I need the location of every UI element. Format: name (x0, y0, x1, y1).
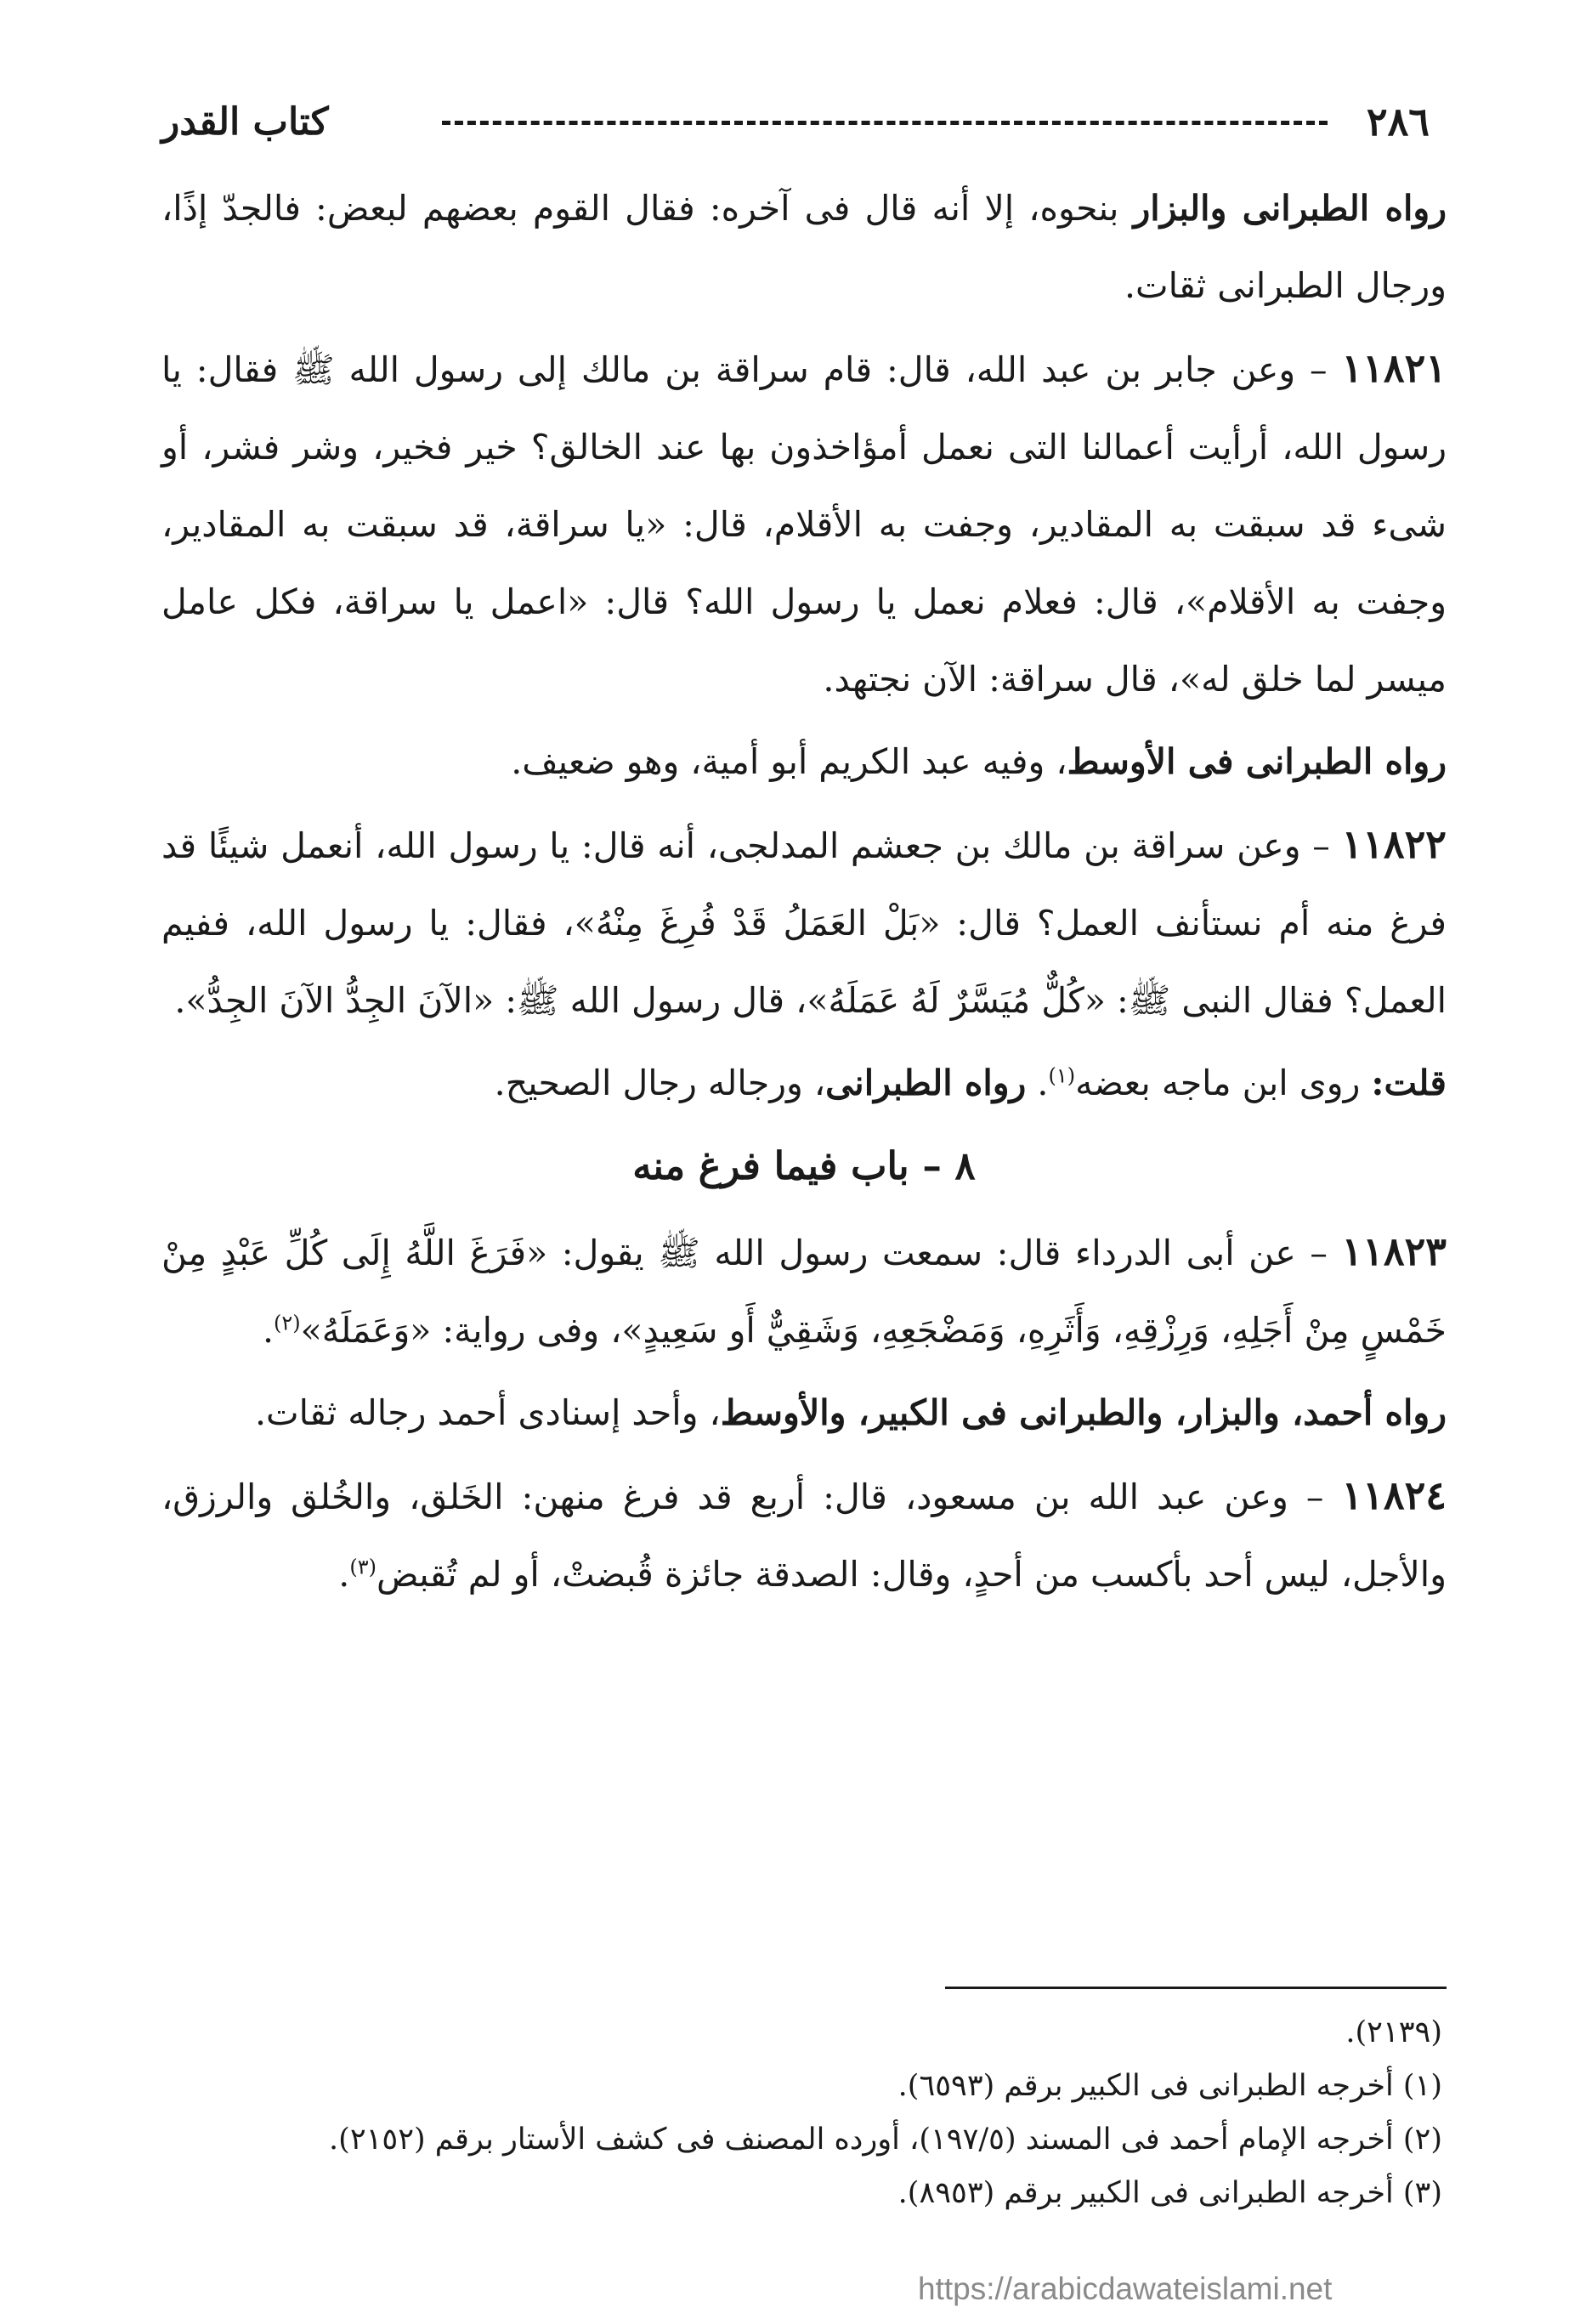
hadith-number: ١١٨٢١ (1341, 345, 1447, 391)
hadith-number: ١١٨٢٤ (1341, 1472, 1447, 1518)
chapter-heading: ٨ – باب فيما فرغ منه (632, 1143, 976, 1188)
footnote-3: (٣) أخرجه الطبرانى فى الكبير برقم (٨٩٥٣). (897, 2176, 1442, 2210)
source-attribution: رواه الطبرانى (825, 1063, 1027, 1103)
page-number: ٢٨٦ (1366, 99, 1430, 145)
hadith-text: – وعن سراقة بن مالك بن جعشم المدلجى، أنه قال: يا رسول الله، أنعمل شيئًا قد فرغ منه أم نستأنف العمل؟ قال: «بَلْ العَمَلُ قَدْ فُرِغَ مِنْهُ»، فقال: يا رسول الله، ففيم العمل؟ فقال النبى ﷺ: «كُلٌّ مُيَسَّرٌ لَهُ عَمَلَهُ»، قال رسول الله ﷺ: «الآنَ الجِدُّ الآنَ الجِدُّ». (161, 825, 1447, 1021)
watermark-url: https://arabicdawateislami.net (918, 2271, 1333, 2306)
body-text (161, 170, 1447, 1618)
running-header (161, 85, 1430, 153)
note-label: قلت: (1371, 1063, 1447, 1103)
paragraph-note (161, 1045, 1447, 1122)
hadith-11823 (161, 1213, 1447, 1369)
paragraph-text: ، وفيه عبد الكريم أبو أمية، وهو ضعيف. (511, 741, 1067, 782)
footnote-2: (٢) أخرجه الإمام أحمد فى المسند (١٩٧/٥)، أورده المصنف فى كشف الأستار برقم (٢١٥٢). (329, 2123, 1442, 2157)
book-title: كتاب القدر (161, 100, 329, 144)
footnote-separator (945, 1987, 1447, 1989)
hadith-text: – عن أبى الدرداء قال: سمعت رسول الله ﷺ يقول: «فَرَغَ اللَّهُ إِلَى كُلِّ عَبْدٍ مِنْ خَمْسٍ مِنْ أَجَلِهِ، وَرِزْقِهِ، وَأَثَرِهِ، وَمَضْجَعِهِ، وَشَقِيٌّ أَو سَعِيدٍ»، وفى رواية: «وَعَمَلَهُ» (161, 1233, 1447, 1351)
hadith-text: – وعن جابر بن عبد الله، قال: قام سراقة بن مالك إلى رسول الله ﷺ فقال: يا رسول الله، أرأيت أعمالنا التى نعمل أمؤاخذون بها عند الخالق؟ خير فخير، وشر فشر، أو شىء قد سبقت به المقادير، وجفت به الأقلام، قال: «يا سراقة، قد سبقت به المقادير، وجفت به الأقلام»، قال: فعلام نعمل يا رسول الله؟ قال: «اعمل يا سراقة، فكل عامل ميسر لما خلق له»، قال سراقة: الآن نجتهد. (161, 349, 1447, 700)
source-attribution: رواه أحمد، والبزار، والطبرانى فى الكبير، والأوسط (720, 1392, 1447, 1433)
hadith-11824 (161, 1457, 1447, 1613)
punctuation: . (338, 1554, 350, 1595)
hadith-number: ١١٨٢٢ (1341, 821, 1447, 867)
punctuation: . (262, 1310, 274, 1351)
punctuation: . (1026, 1063, 1049, 1103)
paragraph-text: روى ابن ماجه بعضه (1075, 1063, 1372, 1103)
header-dashed-rule (442, 121, 1328, 125)
paragraph-narration-note (161, 723, 1447, 801)
paragraph-narration-note (161, 170, 1447, 325)
paragraph-text: بنحوه، إلا أنه قال فى آخره: فقال القوم بعضهم لبعض: فالجدّ إذًا، ورجال الطبرانى ثقات. (161, 188, 1447, 306)
footnote-continuation: (٢١٣٩). (1345, 2015, 1442, 2049)
source-attribution: رواه الطبرانى والبزار (1133, 188, 1447, 229)
hadith-11822 (161, 806, 1447, 1040)
footnote-1: (١) أخرجه الطبرانى فى الكبير برقم (٦٥٩٣). (897, 2069, 1442, 2103)
footnotes (161, 2006, 1442, 2220)
footnote-ref: (٢) (274, 1311, 301, 1335)
paragraph-text: ، وأحد إسنادى أحمد رجاله ثقات. (255, 1392, 721, 1433)
footnote-ref: (١) (1048, 1063, 1076, 1088)
hadith-text: – وعن عبد الله بن مسعود، قال: أربع قد فرغ منهن: الخَلق، والخُلق والرزق، والأجل، ليس أحد بأكسب من أحدٍ، وقال: الصدقة جائزة قُبضتْ، أو لم تُقبض (161, 1477, 1447, 1595)
footnote-ref: (٣) (349, 1555, 377, 1579)
hadith-11821 (161, 330, 1447, 718)
paragraph-narration-note (161, 1375, 1447, 1452)
paragraph-text: ، ورجاله رجال الصحيح. (494, 1063, 826, 1103)
hadith-number: ١١٨٢٣ (1341, 1228, 1447, 1274)
source-attribution: رواه الطبرانى فى الأوسط (1067, 741, 1447, 782)
